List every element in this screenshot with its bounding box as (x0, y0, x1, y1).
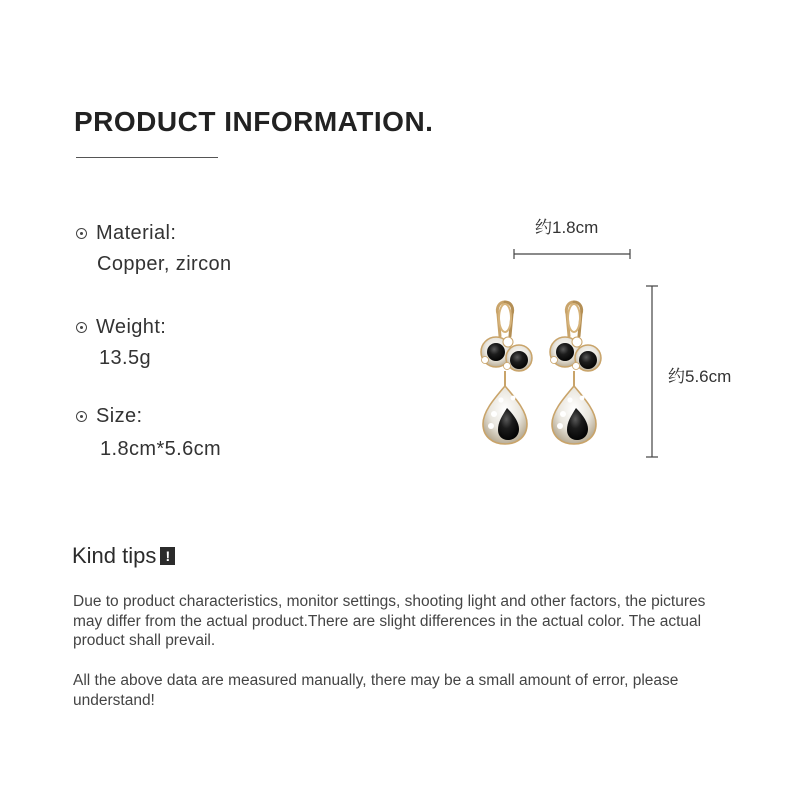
width-dimension-label: 约1.8cm (535, 218, 599, 237)
earring-left (481, 302, 532, 444)
kind-tips-heading (72, 543, 175, 569)
spec-material-label: Material: (96, 222, 177, 244)
height-dimension-label: 约5.6cm (668, 367, 732, 386)
spec-size-label: Size: (96, 405, 143, 427)
spec-size-value: 1.8cm*5.6cm (100, 438, 222, 460)
page-title: PRODUCT INFORMATION. (74, 106, 434, 137)
bullet-icon (76, 228, 87, 239)
spec-weight-label: Weight: (96, 316, 167, 338)
earring-right (550, 302, 601, 444)
spec-size (76, 405, 221, 461)
spec-material (76, 222, 232, 276)
spec-weight-value: 13.5g (99, 347, 152, 369)
exclamation-icon: ! (160, 547, 175, 565)
bullet-icon (76, 322, 87, 333)
disclaimer-measurement-note: All the above data are measured manually, there may be a small amount of error, please understand! (73, 672, 679, 709)
disclaimer-color-note: Due to product characteristics, monitor settings, shooting light and other factors, the pictures may differ from the actual product.There are slight differences in the actual color. The actual product shall prevail. (73, 593, 706, 649)
spec-weight (76, 316, 166, 370)
bullet-icon (76, 411, 87, 422)
spec-material-value: Copper, zircon (97, 253, 232, 275)
kind-tips-title: Kind tips (72, 543, 157, 568)
title-underline (76, 157, 218, 158)
